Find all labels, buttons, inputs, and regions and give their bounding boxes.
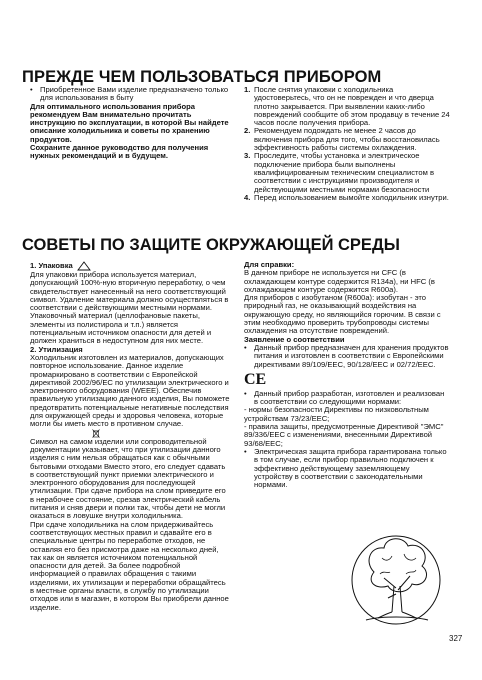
item-text: После снятия упаковки с холодильника удостоверьтесь, что он не поврежден и что дверца плотно закрывается. При выявлении каких-либо повреждений сообщите об этом продавцу в течение 24 часов после получения прибора. [254, 85, 450, 128]
isobutane-text: Для приборов с изобутаном (R600a): изобутан - это природный газ, не оказывающий воздействия на окружающую среду, но являющийся горючим. В связи с этим необходимо проверить трубопроводы системы охлаждения на отсутствие повреждений. [244, 293, 441, 336]
bullet-text: Данный прибор предназначен для хранения продуктов питания и изготовлен в соответствии с Европейскими директивами 89/109/EEC, 90/128/EEC и 02/72/EEC. [254, 342, 449, 369]
reference-heading: Для справки: [244, 260, 295, 269]
list-item [30, 86, 230, 103]
bullet-icon: • [244, 446, 247, 456]
item-number: 2. [244, 126, 251, 136]
emc-text: - правила защиты, предусмотренные Директивой "ЭМС" 89/336/EEC с изменениями, внесенными Директивой 93/68/EEC; [244, 422, 444, 448]
disposal-heading: 2. Утилизация [30, 344, 83, 354]
numbered-item-2 [244, 127, 450, 152]
before-use-right-column [244, 86, 450, 202]
item-number: 3. [244, 151, 251, 161]
numbered-item-3 [244, 152, 450, 193]
section-title-environment: СОВЕТЫ ПО ЗАЩИТЕ ОКРУЖАЮЩЕЙ СРЕДЫ [22, 236, 400, 254]
item-text: Проследите, чтобы установка и электрическое подключение прибора были выполнены квалифицированным техническим специалистом в соответствии с инструкциями производителя и действующими местными нормами безопасности [254, 151, 434, 194]
symbol-text: Символ на самом изделии или сопроводительной документации указывает, что при утилизации данного изделия с ним нельзя обращаться как с обычными бытовыми отходами Вместо этого, его следует сдавать в соответствующий пункт приемки электрического и электронного оборудования для последующей утилизации. При сдаче прибора на слом приведите его в нерабочее состояние, срезав электрический кабель питания и сняв двери и полки так, чтобы дети не могли оказаться в ловушке внутри холодильника. [30, 436, 226, 521]
item-number: 1. [244, 85, 251, 94]
packaging-heading-text: 1. Упаковка [30, 261, 73, 270]
bullet-text: Электрическая защита прибора гарантирована только в том случае, если прибор правильно подключен к эффективно действующему заземляющему устройству в соответствии с законодательными нормами. [254, 446, 447, 490]
low-voltage-text: - нормы безопасности Директивы по низковольтным устройствам 73/23/EEC; [244, 405, 429, 423]
disposal-text: Холодильник изготовлен из материалов, допускающих повторное использование. Данное изделие промаркировано в соответствии с Европейской директивой 2002/96/ЕС по утилизации электрического и электронного оборудования (WEEE). Обеспечив правильную утилизацию данного изделия, Вы поможете предотвратить потенциальные негативные последствия для окружающей среды и здоровья человека, которые могли бы иметь место в противном случае. [30, 352, 230, 429]
item-number: 4. [244, 192, 251, 202]
page-number: 327 [449, 634, 463, 643]
section-title-before-use: ПРЕЖДЕ ЧЕМ ПОЛЬЗОВАТЬСЯ ПРИБОРОМ [22, 68, 382, 86]
bullet-text: Данный прибор разработан, изготовлен и реализован в соответствии со следующими нормами: [254, 388, 445, 407]
list-item [244, 344, 450, 369]
list-item [244, 448, 450, 489]
bullet-icon: • [30, 85, 33, 94]
conformity-heading: Заявление о соответствии [244, 334, 345, 344]
before-use-left-column [30, 86, 230, 161]
bold-keep-manual-text: Сохраните данное руководство для получения нужных рекомендаций и в будущем. [30, 143, 209, 161]
list-item [244, 390, 450, 407]
cfc-text: В данном приборе не используется ни CFC (в охлаждающем контуре содержится R134a), ни HFC (в охлаждающем контуре содержится R600a). [244, 268, 435, 294]
ce-mark-icon: CE [244, 370, 267, 388]
packaging-text: Для упаковки прибора используется материал, допускающий 100%-ную вторичную переработку, о чем свидетельствует нанесенный на него соответствующий символ. Удаление материала должно осуществляться в соответствии с действующими местными нормами. Упаковочный материал (целлофановые пакеты, элементы из полистирола и т.п.) является потенциальным источником опасности для детей и должен храниться в недоступном для них месте. [30, 270, 229, 346]
bullet-text: Приобретенное Вами изделие предназначено только для использования в быту [40, 85, 229, 103]
environment-left-column [30, 261, 230, 612]
item-text: Перед использованием вымойте холодильник изнутри. [254, 192, 449, 202]
item-text: Рекомендуем подождать не менее 2 часов до включения прибора для того, чтобы восстановилась эффективность работы системы охлаждения. [254, 126, 440, 153]
bullet-icon: • [244, 388, 247, 398]
numbered-item-1 [244, 86, 450, 127]
environment-right-column [244, 261, 450, 489]
bold-advice-text: Для оптимального использования прибора рекомендуем Вам внимательно прочитать инструкцию по эксплуатации, в которой Вы найдете описание холодильника и советы по хранению продуктов. [30, 101, 229, 144]
numbered-item-4 [244, 194, 450, 202]
bullet-icon: • [244, 342, 247, 352]
scrapping-text: При сдаче холодильника на слом придерживайтесь соответствующих местных правил и сдавайте его в специальные центры по переработке отходов, не оставляя его без присмотра даже на несколько дней, так как он является источником потенциальной опасности для детей. За более подробной информацией о правилах обращения с такими изделиями, их утилизации и переработки обращайтесь в местные органы власти, в службу по утилизации отходов или в магазин, в котором Вы приобрели данное изделие. [30, 519, 229, 612]
environment-tree-illustration [346, 528, 446, 628]
